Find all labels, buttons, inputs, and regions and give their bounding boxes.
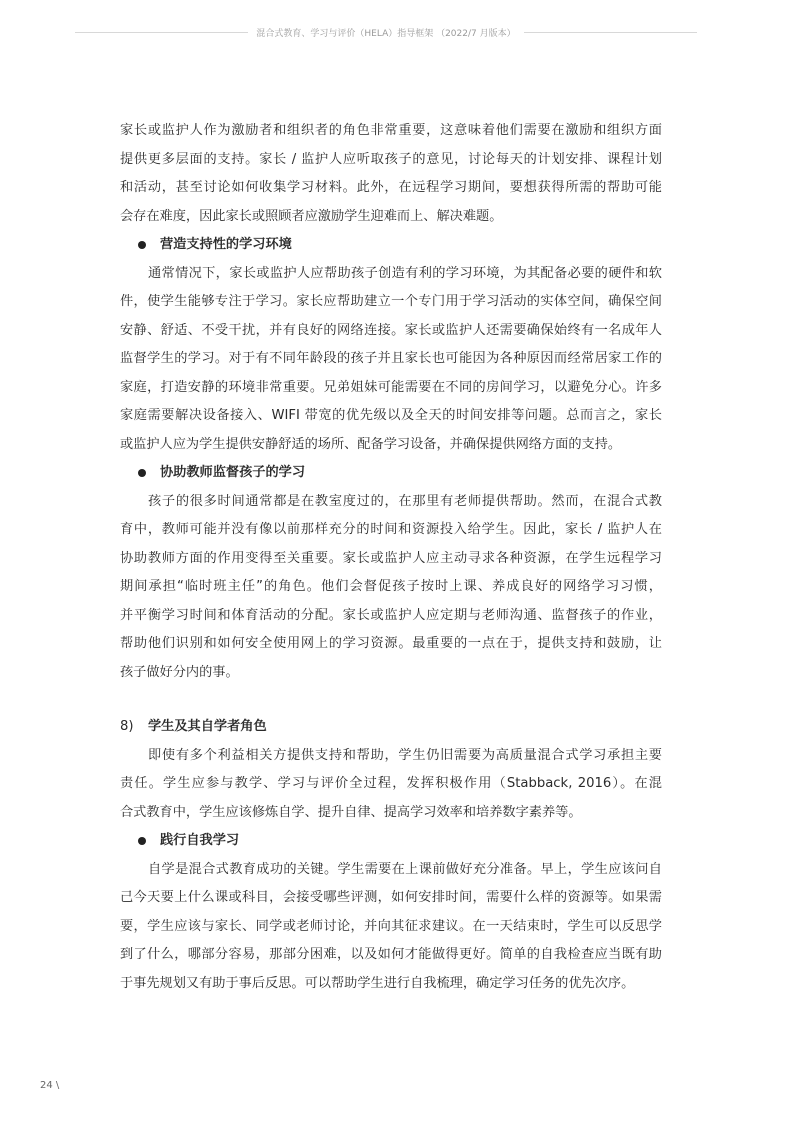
- running-header: [75, 24, 697, 40]
- bullet-dot-icon: [138, 837, 146, 845]
- paragraph-line: 家庭，打造安静的环境非常重要。兄弟姐妹可能需要在不同的房间学习，以避免分心。许多: [120, 379, 662, 395]
- paragraph: [120, 856, 662, 999]
- section-title: 学生及其自学者角色: [148, 719, 267, 734]
- paragraph-line: 帮助他们识别和如何安全使用网上的学习资源。最重要的一点在于，提供支持和鼓励，让: [120, 636, 662, 651]
- paragraph-line: 件，使学生能够专注于学习。家长应帮助建立一个专门用于学习活动的实体空间，确保空间: [120, 294, 662, 309]
- paragraph: [120, 117, 662, 231]
- paragraph-line: 即使有多个利益相关方提供支持和帮助，学生仍旧需要为高质量混合式学习承担主要: [148, 747, 662, 763]
- paragraph-line: 会存在难度，因此家长或照顾者应激励学生迎难而上、解决难题。: [120, 208, 503, 224]
- paragraph: [120, 488, 662, 688]
- bullet-dot-icon: [138, 469, 146, 477]
- paragraph-line: 家长或监护人作为激励者和组织者的角色非常重要，这意味着他们需要在激励和组织方面: [120, 123, 662, 138]
- paragraph-line: 并平衡学习时间和体育活动的分配。家长或监护人应定期与老师沟通、监督孩子的作业，: [120, 607, 662, 623]
- paragraph: [120, 742, 662, 828]
- bullet-heading-text: 协助教师监督孩子的学习: [160, 465, 306, 480]
- paragraph-line: 合式教育中，学生应该修炼自学、提升自律、提高学习效率和培养数字素养等。: [120, 804, 582, 820]
- bullet-heading: [120, 459, 662, 488]
- paragraph-line: 育中，教师可能并没有像以前那样充分的时间和资源投入给学生。因此，家长 / 监护人在: [120, 522, 662, 537]
- paragraph-line: 家庭需要解决设备接入、WIFI 带宽的优先级以及全天的时间安排等问题。总而言之，家长: [120, 408, 662, 423]
- paragraph-line: 到了什么，哪部分容易，那部分困难，以及如何才能做得更好。简单的自我检查应当既有助: [120, 947, 662, 962]
- bullet-heading: [120, 231, 662, 260]
- paragraph-line: 己今天要上什么课或科目，会接受哪些评测，如何安排时间，需要什么样的资源等。如果需: [120, 890, 662, 905]
- paragraph-line: 于事先规划又有助于事后反思。可以帮助学生进行自我梳理，确定学习任务的优先次序。: [120, 975, 635, 991]
- header-title: 混合式教育、学习与评价（HELA）指导框架 （2022/7 月版本）: [256, 28, 516, 39]
- paragraph-line: 通常情况下，家长或监护人应帮助孩子创造有利的学习环境，为其配备必要的硬件和软: [148, 265, 662, 281]
- header-rule-right: [524, 32, 697, 33]
- paragraph-line: 孩子的很多时间通常都是在教室度过的，在那里有老师提供帮助。然而，在混合式教: [148, 493, 662, 509]
- paragraph-line: 监督学生的学习。对于有不同年龄段的孩子并且家长也可能因为各种原因而经常居家工作的: [120, 351, 662, 366]
- paragraph-line: 要，学生应该与家长、同学或老师讨论，并向其征求建议。在一天结束时，学生可以反思学: [120, 918, 662, 934]
- paragraph-line: 提供更多层面的支持。家长 / 监护人应听取孩子的意见，讨论每天的计划安排、课程计划: [120, 151, 662, 167]
- header-rule-left: [75, 32, 248, 33]
- paragraph-line: 期间承担“临时班主任”的角色。他们会督促孩子按时上课、养成良好的网络学习习惯，: [120, 579, 662, 594]
- paragraph-line: 孩子做好分内的事。: [120, 664, 239, 680]
- page-number: 24 \: [40, 1080, 60, 1091]
- bullet-dot-icon: [138, 241, 146, 249]
- paragraph-line: 安静、舒适、不受干扰，并有良好的网络连接。家长或监护人还需要确保始终有一名成年人: [120, 322, 662, 338]
- section-heading: [120, 713, 662, 742]
- page-body: [120, 117, 662, 998]
- paragraph-line: 或监护人应为学生提供安静舒适的场所、配备学习设备，并确保提供网络方面的支持。: [120, 436, 622, 452]
- bullet-heading-text: 营造支持性的学习环境: [160, 237, 292, 252]
- paragraph-line: 责任。学生应参与教学、学习与评价全过程，发挥积极作用（Stabback, 2016）。在混: [120, 776, 662, 791]
- paragraph-line: 和活动，甚至讨论如何收集学习材料。此外，在远程学习期间，要想获得所需的帮助可能: [120, 180, 662, 195]
- paragraph-line: 协助教师方面的作用变得至关重要。家长或监护人应主动寻求各种资源，在学生远程学习: [120, 550, 662, 566]
- section-number: 8): [120, 719, 134, 734]
- bullet-heading-text: 践行自我学习: [160, 833, 240, 848]
- paragraph-line: 自学是混合式教育成功的关键。学生需要在上课前做好充分准备。早上，学生应该问自: [148, 861, 662, 877]
- bullet-heading: [120, 827, 662, 856]
- paragraph: [120, 260, 662, 460]
